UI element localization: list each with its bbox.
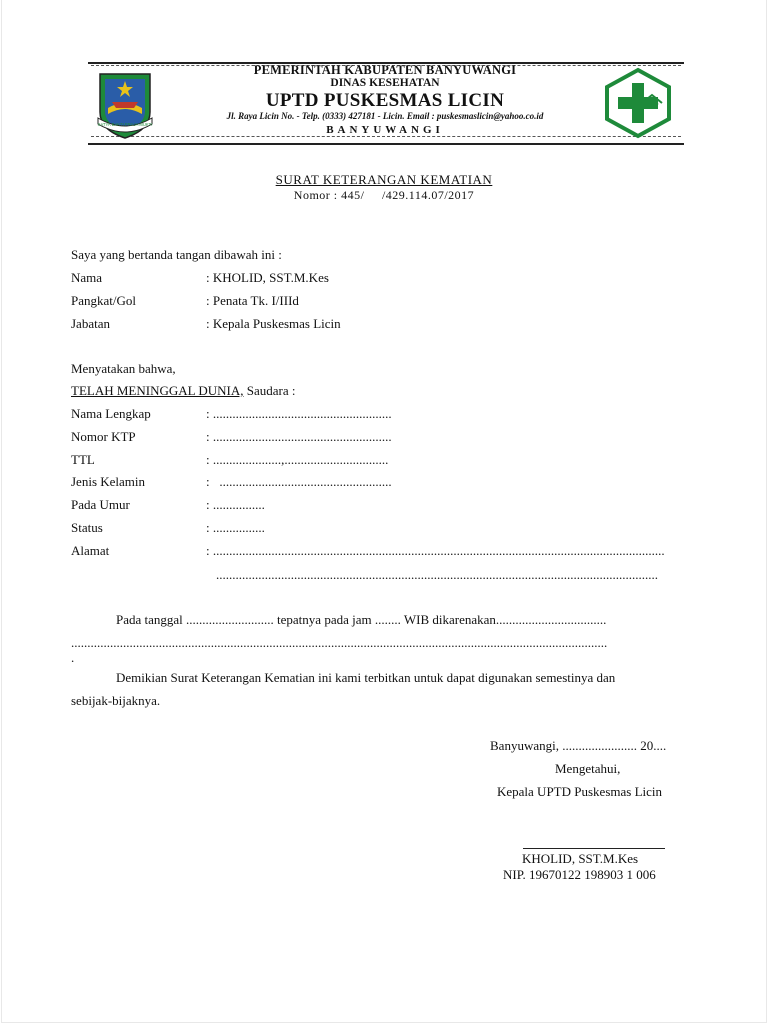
signer-rank-label: Pangkat/Gol [71,293,136,308]
deceased-fullname-label: Nama Lengkap [71,406,151,421]
deceased-status-label: Status [71,520,103,535]
document-title [200,172,568,188]
death-suffix: Saudara : [243,383,296,398]
signature-line [523,848,665,849]
deceased-address-value: : ........................................................................................................................................... [206,543,665,558]
banyuwangi-seal-icon [92,68,158,140]
deceased-address-line2: ........................................................................................................................................ [216,567,658,582]
letterhead-department: DINAS KESEHATAN [330,77,440,89]
signer-name-label: Nama [71,270,103,285]
deceased-gender-value: : ..................................................... [206,474,392,489]
deceased-ktp-value: : ....................................................... [206,429,392,444]
date-paragraph: Pada tanggal ........................... tepatnya pada jam ........ WIB dikarenakan.................................. [116,612,607,627]
document-title-text: SURAT KETERANGAN KEMATIAN [275,172,493,187]
letterhead-city: BANYUWANGI [326,124,444,136]
letterhead-institution: UPTD PUSKESMAS LICIN [265,90,505,111]
signature-nip: NIP. 19670122 198903 1 006 [503,867,656,882]
closing-paragraph-line1: Demikian Surat Keterangan Kematian ini kami terbitkan untuk dapat digunakan semestinya dan [116,670,616,685]
letterhead-government: PEMERINTAH KABUPATEN BANYUWANGI [253,63,517,77]
signer-rank-value: : Penata Tk. I/IIId [206,293,299,308]
deceased-ktp-label: Nomor KTP [71,429,136,444]
deceased-address-label: Alamat [71,543,110,558]
deceased-age-label: Pada Umur [71,497,130,512]
deceased-ttl-label: TTL [71,452,95,467]
document-number: Nomor : 445/ /429.114.07/2017 [293,188,475,202]
signature-position: Kepala UPTD Puskesmas Licin [497,784,663,799]
puskesmas-logo-icon [602,67,674,139]
signature-acknowledged: Mengetahui, [555,761,621,776]
deceased-age-value: : ................ [206,497,265,512]
death-declaration [71,383,295,399]
deceased-ttl-value: : .....................,................................ [206,452,389,467]
cause-dotted-end: . [71,650,75,665]
seal-motto: SATYA BAKTI PRAJA MUKTI [97,122,153,127]
signer-position-value: : Kepala Puskesmas Licin [206,316,341,331]
deceased-fullname-value: : ....................................................... [206,406,392,421]
intro-text: Saya yang bertanda tangan dibawah ini : [71,247,282,262]
letterhead-address: Jl. Raya Licin No. - Telp. (0333) 427181 - Licin. Email : puskesmaslicin@yahoo.co.id [226,111,544,121]
statement-text: Menyatakan bahwa, [71,361,176,376]
deceased-gender-label: Jenis Kelamin [71,474,146,489]
cause-dotted-line: ..................................................................................................................................................................... [71,635,608,650]
signer-name-value: : KHOLID, SST.M.Kes [206,270,329,285]
death-heading: TELAH MENINGGAL DUNIA, [71,383,244,398]
signature-place-date: Banyuwangi, ....................... 20.... [490,738,667,753]
closing-paragraph-line2: sebijak-bijaknya. [71,693,161,708]
signature-name: KHOLID, SST.M.Kes [522,851,639,866]
signer-position-label: Jabatan [71,316,110,331]
deceased-status-value: : ................ [206,520,265,535]
